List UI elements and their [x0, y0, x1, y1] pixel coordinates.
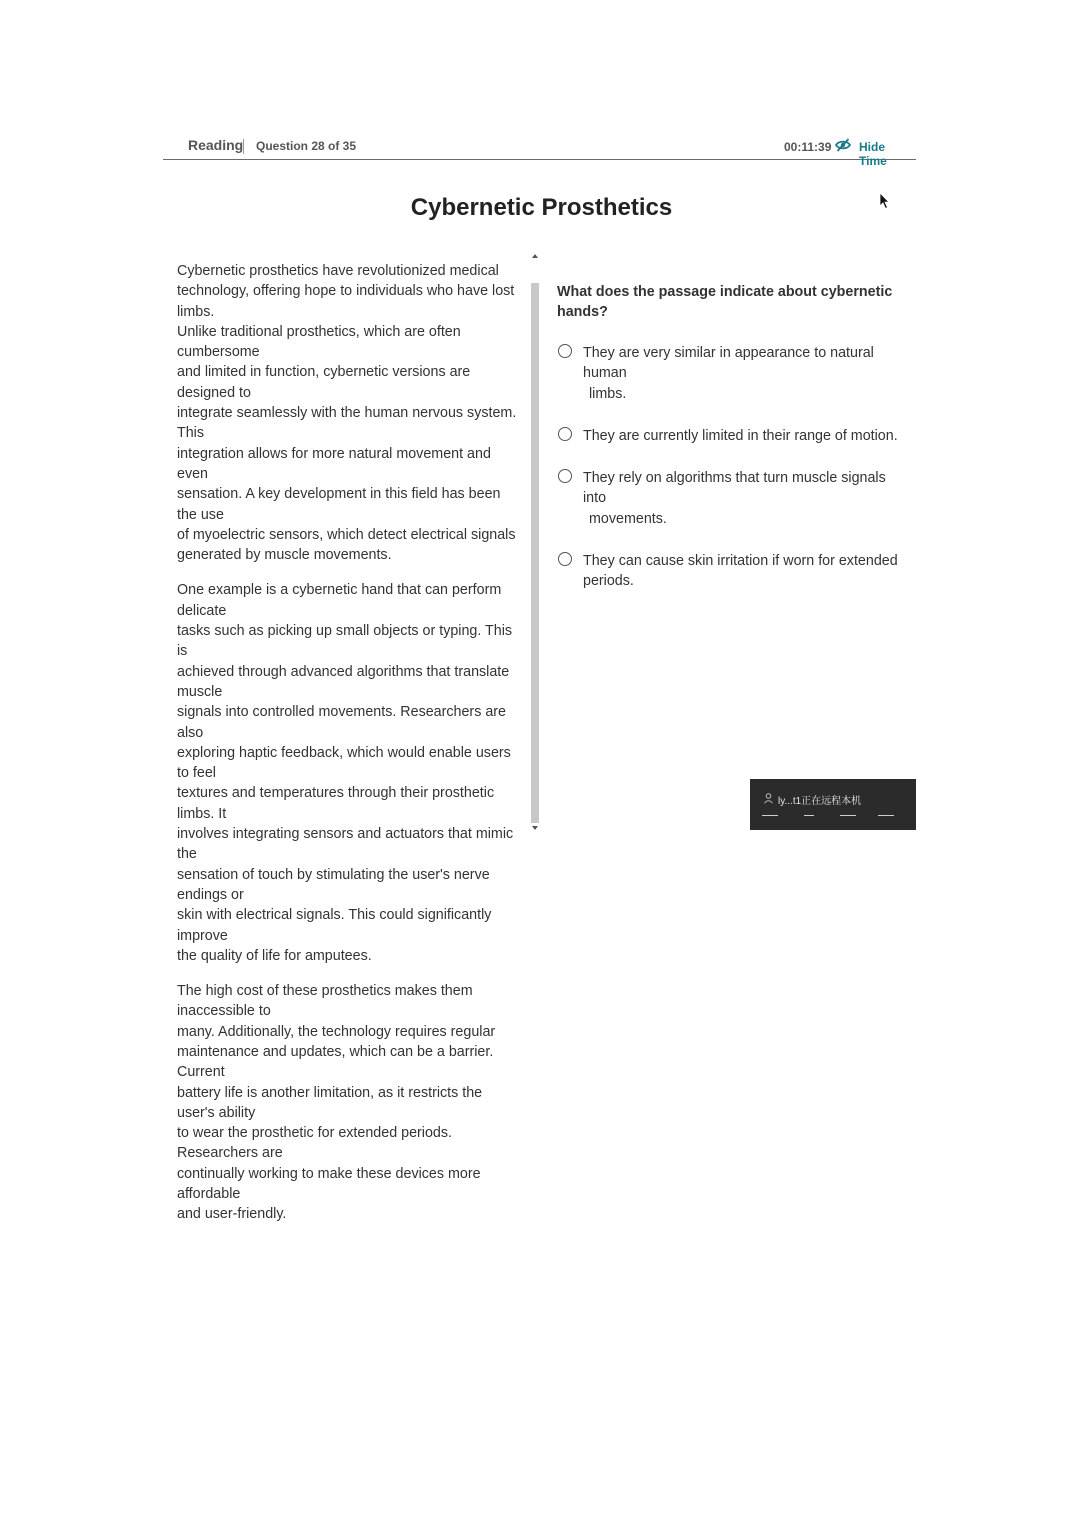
question-counter: Question 28 of 35	[256, 139, 357, 153]
scroll-down-arrow-icon[interactable]	[532, 826, 538, 830]
radio-button[interactable]	[558, 469, 572, 483]
answer-option-c[interactable]	[557, 468, 912, 529]
passage-title: Cybernetic Prosthetics	[410, 194, 673, 221]
passage-paragraph: One example is a cybernetic hand that can perform delicate tasks such as picking up small objects or typing. This is achieved through advanced algorithms that translate muscle signals into controlled movements. Researchers are also exploring haptic feedback, which would enable users to feel textures and temperatures through their prosthetic limbs. It involves integrating sensors and actuators that mimic the sensation of touch by stimulating the user's nerve endings or skin with electrical signals. This could significantly improve the quality of life for amputees.	[177, 582, 514, 964]
answer-option-a[interactable]	[557, 343, 912, 404]
option-text: They rely on algorithms that turn muscle signals into	[583, 470, 886, 507]
passage-text	[177, 261, 519, 1240]
question-pane	[557, 282, 912, 592]
option-text: They are currently limited in their range of motion.	[583, 427, 898, 444]
passage-paragraph: The high cost of these prosthetics makes them inaccessible to many. Additionally, the technology requires regular maintenance and updates, which can be a barrier. Current battery life is another limitation, as it restricts the user's ability to wear the prosthetic for extended periods. Researchers are continually working to make these devices more affordable and user-friendly.	[177, 983, 496, 1223]
scroll-up-arrow-icon[interactable]	[532, 254, 538, 258]
test-screen	[163, 128, 916, 1223]
remote-notice-text: ly...t1正在远程本机	[778, 796, 862, 807]
remote-control-button[interactable]	[878, 815, 894, 826]
radio-button[interactable]	[558, 427, 572, 441]
passage-scrollbar[interactable]	[531, 254, 540, 830]
section-label: Reading	[188, 137, 244, 153]
remote-control-button[interactable]	[840, 815, 856, 826]
answer-option-d[interactable]	[557, 551, 912, 592]
remote-toolbar	[762, 815, 912, 829]
option-text: They are very similar in appearance to natural human	[583, 345, 874, 382]
scroll-thumb[interactable]	[531, 283, 539, 823]
timer: 00:11:39	[784, 140, 832, 154]
answer-options	[557, 343, 912, 592]
answer-option-b[interactable]	[557, 426, 912, 446]
top-bar	[163, 128, 916, 168]
eye-slash-icon[interactable]	[835, 138, 851, 152]
option-text: limbs.	[589, 385, 627, 402]
question-stem: What does the passage indicate about cybernetic hands?	[557, 284, 893, 320]
passage-paragraph: Cybernetic prosthetics have revolutionized medical technology, offering hope to individuals who have lost limbs. Unlike traditional prosthetics, which are often cumbersome and limited in function, cybernetic versions are designed to integrate seamlessly with the human nervous system. This integration allows for more natural movement and even sensation. A key development in this field has been the use of myoelectric sensors, which detect electrical signals generated by muscle movements.	[177, 263, 517, 564]
remote-control-button[interactable]	[804, 815, 814, 826]
hide-time-button[interactable]: Hide Time	[859, 140, 887, 168]
mouse-pointer-icon	[879, 192, 891, 210]
option-text: movements.	[589, 510, 667, 527]
remote-control-button[interactable]	[762, 815, 778, 826]
remote-control-notice	[750, 779, 916, 830]
option-text: They can cause skin irritation if worn for extended periods.	[583, 553, 898, 590]
user-icon	[764, 793, 773, 804]
radio-button[interactable]	[558, 552, 572, 566]
header-divider	[243, 139, 244, 154]
radio-button[interactable]	[558, 344, 572, 358]
